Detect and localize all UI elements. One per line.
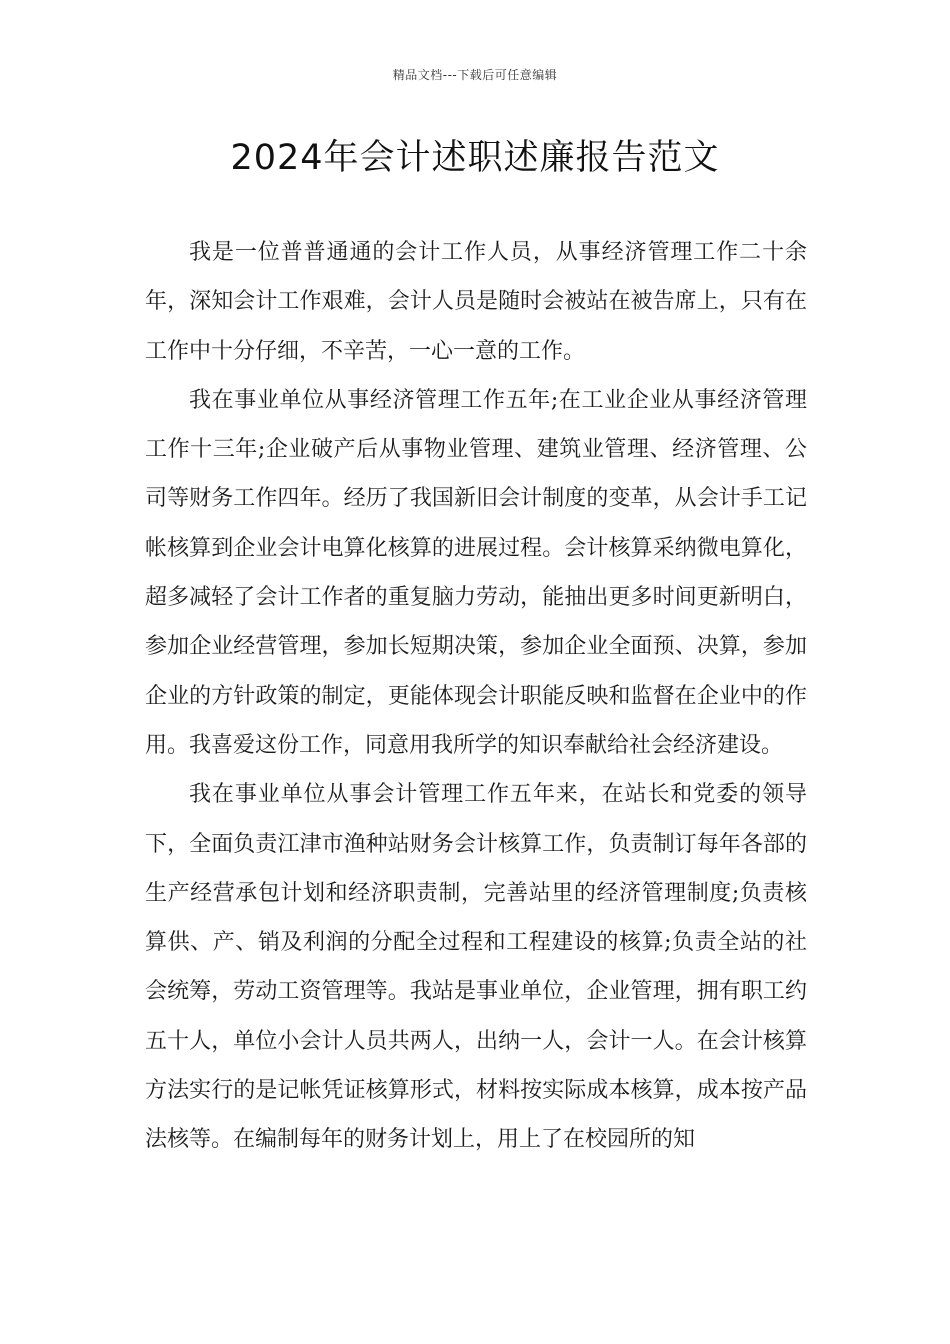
paragraph: 我在事业单位从事会计管理工作五年来，在站长和党委的领导下，全面负责江津市渔种站财务会计核算工作，负责制订每年各部的生产经营承包计划和经济职责制，完善站里的经济管理制度;负责核算供、产、销及利润的分配全过程和工程建设的核算;负责全站的社会统筹，劳动工资管理等。我站是事业单位，企业管理，拥有职工约五十人，单位小会计人员共两人，出纳一人，会计一人。在会计核算方法实行的是记帐凭证核算形式，材料按实际成本核算，成本按产品法核等。在编制每年的财务计划上，用上了在校园所的知 <box>145 782 807 1153</box>
header-note: 精品文档---下载后可任意编辑 <box>392 68 558 82</box>
document-body <box>145 228 807 1165</box>
document-title: 2024年会计述职述廉报告范文 <box>230 138 720 178</box>
paragraph: 我是一位普普通通的会计工作人员，从事经济管理工作二十余年，深知会计工作艰难，会计人员是随时会被站在被告席上，只有在工作中十分仔细，不辛苦，一心一意的工作。 <box>145 240 807 364</box>
paragraph: 我在事业单位从事经济管理工作五年;在工业企业从事经济管理工作十三年;企业破产后从事物业管理、建筑业管理、经济管理、公司等财务工作四年。经历了我国新旧会计制度的变革，从会计手工记帐核算到企业会计电算化核算的进展过程。会计核算采纳微电算化，超多减轻了会计工作者的重复脑力劳动，能抽出更多时间更新明白，参加企业经营管理，参加长短期决策，参加企业全面预、决算，参加企业的方针政策的制定，更能体现会计职能反映和监督在企业中的作用。我喜爱这份工作，同意用我所学的知识奉献给社会经济建设。 <box>145 387 807 758</box>
